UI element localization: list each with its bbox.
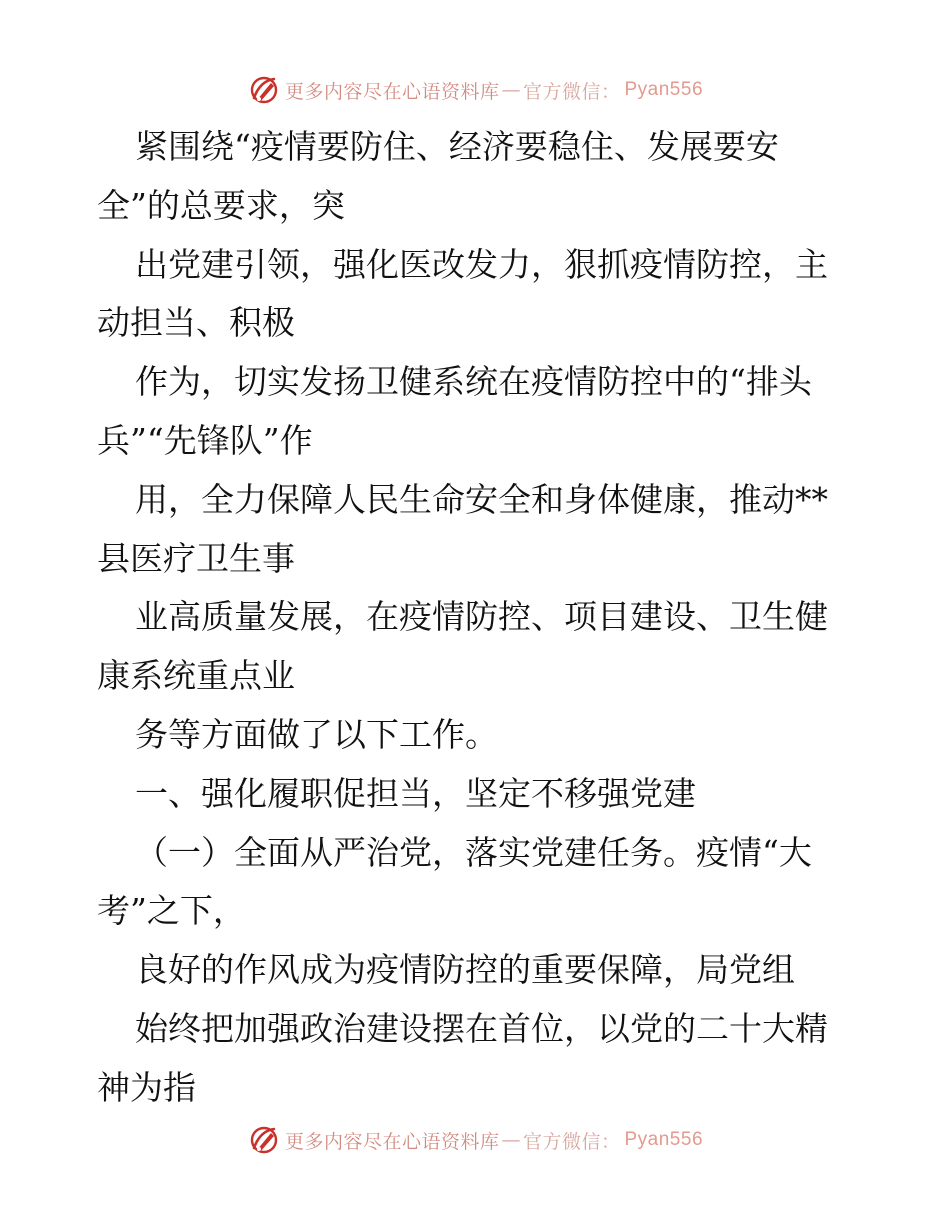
document-body bbox=[97, 118, 857, 1118]
text-line: 考”之下， bbox=[97, 891, 246, 931]
section-heading: 一、强化履职促担当，坚定不移强党建 bbox=[135, 773, 696, 813]
text-line: 业高质量发展，在疫情防控、项目建设、卫生健 bbox=[135, 597, 828, 637]
text-line: 神为指 bbox=[97, 1067, 196, 1107]
pen-circle-logo-icon bbox=[247, 73, 281, 107]
text-line: 良好的作风成为疫情防控的重要保障，局党组 bbox=[135, 950, 795, 990]
watermark-header bbox=[0, 70, 950, 110]
text-line: 作为，切实发扬卫健系统在疫情防控中的“排头 bbox=[135, 362, 812, 402]
text-line: 康系统重点业 bbox=[97, 656, 295, 696]
text-line: 县医疗卫生事 bbox=[97, 538, 295, 578]
text-line: 全”的总要求，突 bbox=[97, 185, 345, 225]
watermark-text: 更多内容尽在心语资料库 bbox=[284, 1130, 500, 1153]
text-line: 务等方面做了以下工作。 bbox=[135, 714, 498, 754]
watermark-dash: — bbox=[501, 1129, 521, 1151]
subsection-heading: （一）全面从严治党，落实党建任务。疫情“大 bbox=[135, 832, 812, 872]
watermark-footer bbox=[0, 1120, 950, 1160]
text-line: 用，全力保障人民生命安全和身体健康，推动** bbox=[135, 479, 828, 519]
watermark-text: 更多内容尽在心语资料库 bbox=[284, 80, 500, 103]
watermark-wechat-label: 官方微信： bbox=[522, 1130, 621, 1153]
text-line: 始终把加强政治建设摆在首位，以党的二十大精 bbox=[135, 1008, 828, 1048]
watermark-wechat-id: Pyan556 bbox=[624, 79, 704, 100]
text-line: 动担当、积极 bbox=[97, 303, 295, 343]
text-line: 紧围绕“疫情要防住、经济要稳住、发展要安 bbox=[135, 127, 779, 166]
watermark-wechat-id: Pyan556 bbox=[624, 1129, 704, 1150]
watermark-wechat-label: 官方微信： bbox=[522, 80, 621, 103]
pen-circle-logo-icon bbox=[247, 1123, 281, 1157]
text-line: 兵”“先锋队”作 bbox=[97, 420, 313, 460]
text-line: 出党建引领，强化医改发力，狠抓疫情防控，主 bbox=[135, 244, 828, 284]
watermark-dash: — bbox=[501, 79, 521, 101]
